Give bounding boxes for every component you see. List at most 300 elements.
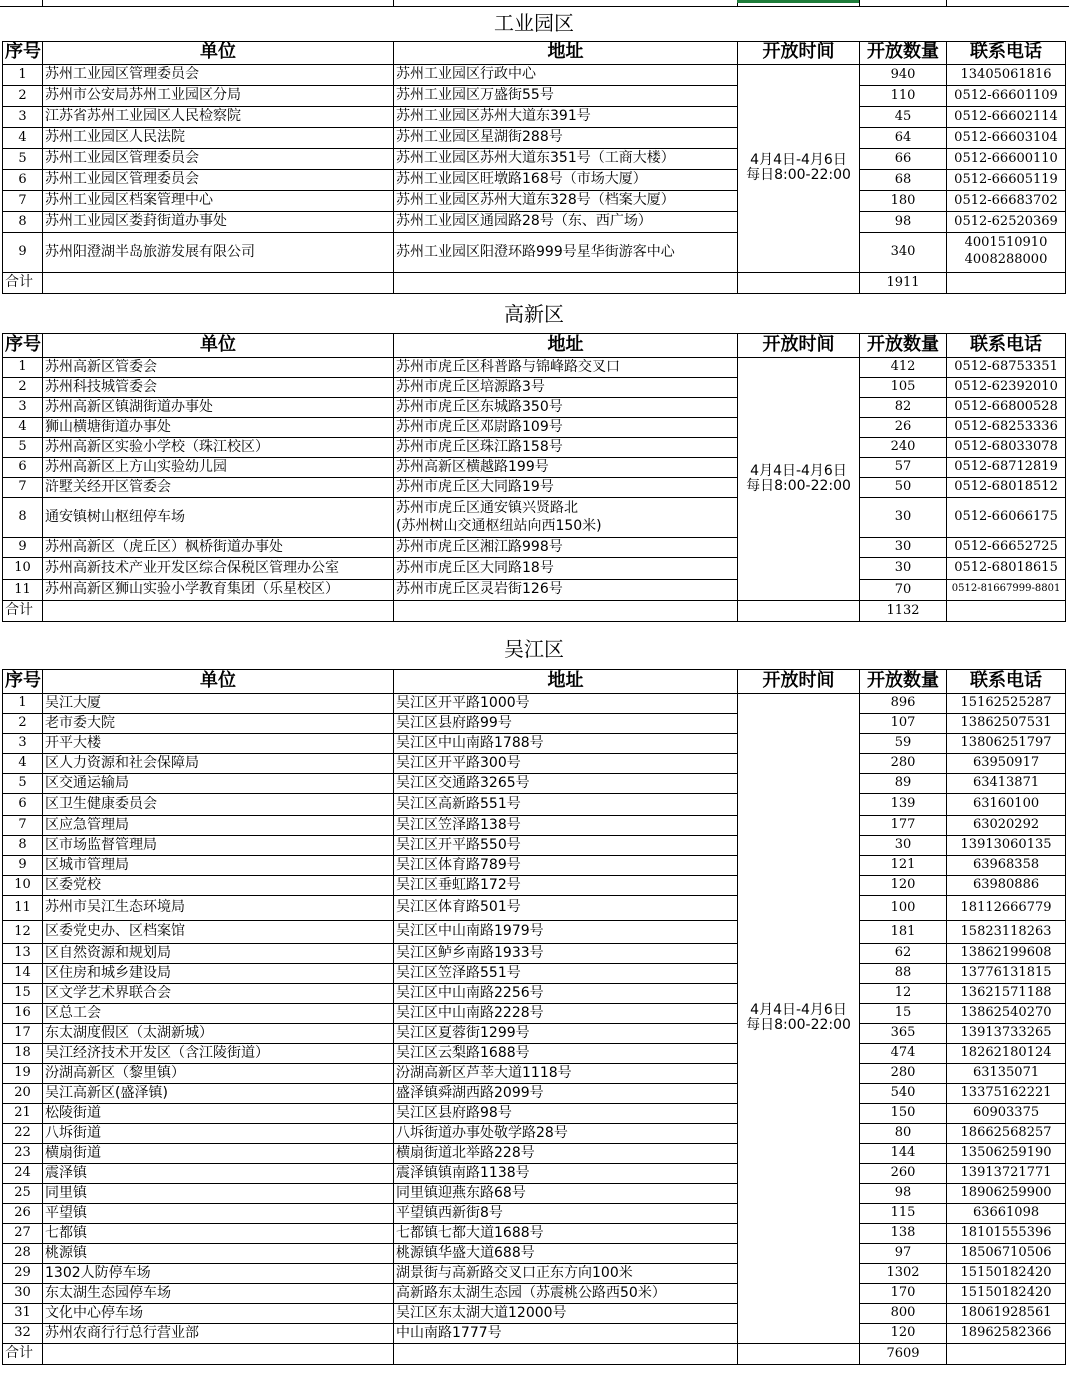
- row-number[interactable]: 2: [3, 713, 43, 733]
- row-number[interactable]: 11: [3, 895, 43, 920]
- empty-cell[interactable]: [947, 600, 1066, 621]
- open-count[interactable]: 62: [860, 943, 947, 963]
- address[interactable]: [394, 1103, 738, 1123]
- unit-name[interactable]: 苏州高新区镇湖街道办事处: [43, 397, 394, 417]
- row-number[interactable]: 18: [3, 1043, 43, 1063]
- address[interactable]: [394, 397, 738, 417]
- unit-name[interactable]: 区城市管理局: [43, 855, 394, 875]
- phone[interactable]: [947, 1183, 1066, 1203]
- row-number[interactable]: 32: [3, 1323, 43, 1343]
- table-row[interactable]: [3, 1223, 1066, 1243]
- address[interactable]: [394, 1003, 738, 1023]
- total-row[interactable]: [3, 1343, 1066, 1364]
- open-count[interactable]: 82: [860, 397, 947, 417]
- unit-name[interactable]: 江苏省苏州工业园区人民检察院: [43, 106, 394, 127]
- address[interactable]: [394, 835, 738, 855]
- total-count[interactable]: 1911: [860, 272, 947, 293]
- open-count[interactable]: 100: [860, 895, 947, 920]
- header-unit[interactable]: 单位: [43, 333, 394, 357]
- address[interactable]: [394, 815, 738, 835]
- address[interactable]: [394, 733, 738, 753]
- empty-cell[interactable]: [947, 272, 1066, 293]
- table-row[interactable]: [3, 1043, 1066, 1063]
- phone[interactable]: [947, 211, 1066, 232]
- phone[interactable]: [947, 148, 1066, 169]
- row-number[interactable]: 7: [3, 477, 43, 497]
- address[interactable]: [394, 457, 738, 477]
- phone[interactable]: [947, 815, 1066, 835]
- address[interactable]: [394, 1203, 738, 1223]
- address[interactable]: [394, 211, 738, 232]
- table-row[interactable]: [3, 895, 1066, 920]
- open-count[interactable]: 170: [860, 1283, 947, 1303]
- row-number[interactable]: 16: [3, 1003, 43, 1023]
- open-count[interactable]: 474: [860, 1043, 947, 1063]
- row-number[interactable]: 15: [3, 983, 43, 1003]
- open-count[interactable]: 98: [860, 211, 947, 232]
- empty-cell[interactable]: [738, 600, 860, 621]
- open-count[interactable]: 12: [860, 983, 947, 1003]
- address[interactable]: [394, 1283, 738, 1303]
- unit-name[interactable]: 区交通运输局: [43, 773, 394, 793]
- open-count[interactable]: 98: [860, 1183, 947, 1203]
- total-row[interactable]: [3, 600, 1066, 621]
- address[interactable]: [394, 983, 738, 1003]
- open-count[interactable]: 896: [860, 693, 947, 713]
- total-row[interactable]: [3, 272, 1066, 293]
- open-count[interactable]: 180: [860, 190, 947, 211]
- phone[interactable]: [947, 1083, 1066, 1103]
- row-number[interactable]: 14: [3, 963, 43, 983]
- row-number[interactable]: 30: [3, 1283, 43, 1303]
- open-count[interactable]: 26: [860, 417, 947, 437]
- phone[interactable]: [947, 875, 1066, 895]
- row-number[interactable]: 13: [3, 943, 43, 963]
- row-number[interactable]: 3: [3, 106, 43, 127]
- empty-cell[interactable]: [738, 1343, 860, 1364]
- open-count[interactable]: 30: [860, 497, 947, 537]
- table-row[interactable]: [3, 1143, 1066, 1163]
- phone[interactable]: [947, 793, 1066, 815]
- open-count[interactable]: 340: [860, 232, 947, 272]
- unit-name[interactable]: 区自然资源和规划局: [43, 943, 394, 963]
- table-row[interactable]: [3, 1103, 1066, 1123]
- header-unit[interactable]: 单位: [43, 669, 394, 693]
- address[interactable]: [394, 477, 738, 497]
- row-number[interactable]: 19: [3, 1063, 43, 1083]
- address[interactable]: [394, 497, 738, 537]
- table-row[interactable]: [3, 357, 1066, 377]
- row-number[interactable]: 8: [3, 835, 43, 855]
- empty-cell[interactable]: [947, 1343, 1066, 1364]
- table-row[interactable]: [3, 1123, 1066, 1143]
- row-number[interactable]: 12: [3, 920, 43, 943]
- open-count[interactable]: 800: [860, 1303, 947, 1323]
- empty-cell[interactable]: [394, 600, 738, 621]
- phone[interactable]: [947, 579, 1066, 600]
- row-number[interactable]: 5: [3, 148, 43, 169]
- address[interactable]: [394, 1083, 738, 1103]
- row-number[interactable]: 11: [3, 579, 43, 600]
- empty-cell[interactable]: [43, 1343, 394, 1364]
- unit-name[interactable]: 震泽镇: [43, 1163, 394, 1183]
- table-row[interactable]: [3, 773, 1066, 793]
- row-number[interactable]: 2: [3, 377, 43, 397]
- open-count[interactable]: 540: [860, 1083, 947, 1103]
- row-number[interactable]: 8: [3, 211, 43, 232]
- phone[interactable]: [947, 1203, 1066, 1223]
- row-number[interactable]: 28: [3, 1243, 43, 1263]
- open-count[interactable]: 177: [860, 815, 947, 835]
- row-number[interactable]: 26: [3, 1203, 43, 1223]
- row-number[interactable]: 6: [3, 793, 43, 815]
- row-number[interactable]: 31: [3, 1303, 43, 1323]
- header-unit[interactable]: 单位: [43, 41, 394, 64]
- address[interactable]: [394, 357, 738, 377]
- header-count[interactable]: 开放数量: [860, 333, 947, 357]
- table-row[interactable]: [3, 875, 1066, 895]
- unit-name[interactable]: 区应急管理局: [43, 815, 394, 835]
- open-count[interactable]: 365: [860, 1023, 947, 1043]
- table-row[interactable]: [3, 733, 1066, 753]
- table-row[interactable]: [3, 943, 1066, 963]
- total-count[interactable]: 1132: [860, 600, 947, 621]
- unit-name[interactable]: 区委党校: [43, 875, 394, 895]
- table-row[interactable]: [3, 1023, 1066, 1043]
- address[interactable]: [394, 1063, 738, 1083]
- table-row[interactable]: [3, 1263, 1066, 1283]
- address[interactable]: [394, 127, 738, 148]
- unit-name[interactable]: 平望镇: [43, 1203, 394, 1223]
- empty-cell[interactable]: [43, 600, 394, 621]
- address[interactable]: [394, 437, 738, 457]
- unit-name[interactable]: 区总工会: [43, 1003, 394, 1023]
- phone[interactable]: [947, 693, 1066, 713]
- header-open-time[interactable]: 开放时间: [738, 41, 860, 64]
- header-no[interactable]: 序号: [3, 333, 43, 357]
- row-number[interactable]: 1: [3, 64, 43, 85]
- phone[interactable]: [947, 1063, 1066, 1083]
- header-address[interactable]: 地址: [394, 41, 738, 64]
- address[interactable]: [394, 64, 738, 85]
- table-row[interactable]: [3, 1283, 1066, 1303]
- unit-name[interactable]: 老市委大院: [43, 713, 394, 733]
- open-count[interactable]: 57: [860, 457, 947, 477]
- open-count[interactable]: 240: [860, 437, 947, 457]
- unit-name[interactable]: 桃源镇: [43, 1243, 394, 1263]
- address[interactable]: [394, 875, 738, 895]
- address[interactable]: [394, 920, 738, 943]
- unit-name[interactable]: 苏州高新区管委会: [43, 357, 394, 377]
- address[interactable]: [394, 85, 738, 106]
- unit-name[interactable]: 区卫生健康委员会: [43, 793, 394, 815]
- address[interactable]: [394, 169, 738, 190]
- table-row[interactable]: [3, 148, 1066, 169]
- row-number[interactable]: 7: [3, 190, 43, 211]
- address[interactable]: [394, 417, 738, 437]
- table-row[interactable]: [3, 377, 1066, 397]
- table-row[interactable]: [3, 437, 1066, 457]
- address[interactable]: [394, 1043, 738, 1063]
- row-number[interactable]: 27: [3, 1223, 43, 1243]
- address[interactable]: [394, 1143, 738, 1163]
- row-number[interactable]: 3: [3, 733, 43, 753]
- total-label[interactable]: 合计: [3, 272, 43, 293]
- table-row[interactable]: [3, 417, 1066, 437]
- unit-name[interactable]: 苏州市公安局苏州工业园区分局: [43, 85, 394, 106]
- phone[interactable]: [947, 497, 1066, 537]
- open-count[interactable]: 59: [860, 733, 947, 753]
- open-time[interactable]: [738, 64, 860, 272]
- unit-name[interactable]: 吴江大厦: [43, 693, 394, 713]
- table-row[interactable]: [3, 855, 1066, 875]
- phone[interactable]: [947, 477, 1066, 497]
- header-no[interactable]: 序号: [3, 41, 43, 64]
- unit-name[interactable]: 区文学艺术界联合会: [43, 983, 394, 1003]
- phone[interactable]: [947, 835, 1066, 855]
- address[interactable]: [394, 1183, 738, 1203]
- table-row[interactable]: [3, 557, 1066, 579]
- open-count[interactable]: 30: [860, 835, 947, 855]
- header-count[interactable]: 开放数量: [860, 41, 947, 64]
- header-phone[interactable]: 联系电话: [947, 669, 1066, 693]
- header-open-time[interactable]: 开放时间: [738, 333, 860, 357]
- unit-name[interactable]: 七都镇: [43, 1223, 394, 1243]
- phone[interactable]: [947, 437, 1066, 457]
- unit-name[interactable]: 苏州高新区狮山实验小学教育集团（乐星校区）: [43, 579, 394, 600]
- unit-name[interactable]: 区委党史办、区档案馆: [43, 920, 394, 943]
- address[interactable]: [394, 753, 738, 773]
- phone[interactable]: [947, 1103, 1066, 1123]
- phone[interactable]: [947, 1243, 1066, 1263]
- unit-name[interactable]: 汾湖高新区（黎里镇）: [43, 1063, 394, 1083]
- unit-name[interactable]: 东太湖度假区（太湖新城）: [43, 1023, 394, 1043]
- open-count[interactable]: 412: [860, 357, 947, 377]
- table-row[interactable]: [3, 793, 1066, 815]
- header-address[interactable]: 地址: [394, 333, 738, 357]
- row-number[interactable]: 10: [3, 557, 43, 579]
- phone[interactable]: [947, 357, 1066, 377]
- row-number[interactable]: 29: [3, 1263, 43, 1283]
- open-count[interactable]: 97: [860, 1243, 947, 1263]
- unit-name[interactable]: 通安镇树山枢纽停车场: [43, 497, 394, 537]
- open-count[interactable]: 66: [860, 148, 947, 169]
- open-count[interactable]: 88: [860, 963, 947, 983]
- table-row[interactable]: [3, 457, 1066, 477]
- row-number[interactable]: 4: [3, 127, 43, 148]
- unit-name[interactable]: 苏州工业园区管理委员会: [43, 148, 394, 169]
- table-row[interactable]: [3, 232, 1066, 272]
- table-row[interactable]: [3, 1163, 1066, 1183]
- table-row[interactable]: [3, 169, 1066, 190]
- table-row[interactable]: [3, 693, 1066, 713]
- open-count[interactable]: 120: [860, 1323, 947, 1343]
- unit-name[interactable]: 松陵街道: [43, 1103, 394, 1123]
- address[interactable]: [394, 106, 738, 127]
- unit-name[interactable]: 苏州工业园区档案管理中心: [43, 190, 394, 211]
- address[interactable]: [394, 1223, 738, 1243]
- open-count[interactable]: 150: [860, 1103, 947, 1123]
- row-number[interactable]: 1: [3, 357, 43, 377]
- open-time[interactable]: [738, 693, 860, 1343]
- phone[interactable]: [947, 920, 1066, 943]
- row-number[interactable]: 17: [3, 1023, 43, 1043]
- table-row[interactable]: [3, 1323, 1066, 1343]
- phone[interactable]: [947, 85, 1066, 106]
- total-count[interactable]: 7609: [860, 1343, 947, 1364]
- unit-name[interactable]: 八坼街道: [43, 1123, 394, 1143]
- phone[interactable]: [947, 1123, 1066, 1143]
- table-row[interactable]: [3, 1303, 1066, 1323]
- unit-name[interactable]: 苏州阳澄湖半岛旅游发展有限公司: [43, 232, 394, 272]
- phone[interactable]: [947, 190, 1066, 211]
- unit-name[interactable]: 苏州工业园区人民法院: [43, 127, 394, 148]
- open-time[interactable]: [738, 357, 860, 600]
- phone[interactable]: [947, 1263, 1066, 1283]
- phone[interactable]: [947, 557, 1066, 579]
- open-count[interactable]: 80: [860, 1123, 947, 1143]
- table-row[interactable]: [3, 537, 1066, 557]
- phone[interactable]: [947, 855, 1066, 875]
- empty-cell[interactable]: [394, 272, 738, 293]
- unit-name[interactable]: 东太湖生态园停车场: [43, 1283, 394, 1303]
- unit-name[interactable]: 文化中心停车场: [43, 1303, 394, 1323]
- phone[interactable]: [947, 1143, 1066, 1163]
- open-count[interactable]: 139: [860, 793, 947, 815]
- open-count[interactable]: 45: [860, 106, 947, 127]
- header-open-time[interactable]: 开放时间: [738, 669, 860, 693]
- table-row[interactable]: [3, 64, 1066, 85]
- table-row[interactable]: [3, 753, 1066, 773]
- open-count[interactable]: 15: [860, 1003, 947, 1023]
- row-number[interactable]: 10: [3, 875, 43, 895]
- header-phone[interactable]: 联系电话: [947, 333, 1066, 357]
- table-row[interactable]: [3, 106, 1066, 127]
- unit-name[interactable]: 区住房和城乡建设局: [43, 963, 394, 983]
- open-count[interactable]: 280: [860, 1063, 947, 1083]
- open-count[interactable]: 30: [860, 537, 947, 557]
- address[interactable]: [394, 557, 738, 579]
- open-count[interactable]: 181: [860, 920, 947, 943]
- address[interactable]: [394, 190, 738, 211]
- row-number[interactable]: 7: [3, 815, 43, 835]
- phone[interactable]: [947, 397, 1066, 417]
- unit-name[interactable]: 苏州高新技术产业开发区综合保税区管理办公室: [43, 557, 394, 579]
- header-address[interactable]: 地址: [394, 669, 738, 693]
- phone[interactable]: [947, 1023, 1066, 1043]
- table-row[interactable]: [3, 1183, 1066, 1203]
- address[interactable]: [394, 377, 738, 397]
- address[interactable]: [394, 773, 738, 793]
- row-number[interactable]: 22: [3, 1123, 43, 1143]
- table-row[interactable]: [3, 211, 1066, 232]
- empty-cell[interactable]: [394, 1343, 738, 1364]
- phone[interactable]: [947, 943, 1066, 963]
- phone[interactable]: [947, 169, 1066, 190]
- address[interactable]: [394, 579, 738, 600]
- table-row[interactable]: [3, 920, 1066, 943]
- table-row[interactable]: [3, 1003, 1066, 1023]
- phone[interactable]: [947, 537, 1066, 557]
- unit-name[interactable]: 区市场监督管理局: [43, 835, 394, 855]
- address[interactable]: [394, 895, 738, 920]
- phone[interactable]: [947, 713, 1066, 733]
- unit-name[interactable]: 苏州高新区（虎丘区）枫桥街道办事处: [43, 537, 394, 557]
- open-count[interactable]: 105: [860, 377, 947, 397]
- table-row[interactable]: [3, 713, 1066, 733]
- unit-name[interactable]: 苏州工业园区管理委员会: [43, 64, 394, 85]
- open-count[interactable]: 68: [860, 169, 947, 190]
- row-number[interactable]: 23: [3, 1143, 43, 1163]
- row-number[interactable]: 9: [3, 855, 43, 875]
- row-number[interactable]: 4: [3, 417, 43, 437]
- address[interactable]: [394, 1023, 738, 1043]
- open-count[interactable]: 940: [860, 64, 947, 85]
- header-phone[interactable]: 联系电话: [947, 41, 1066, 64]
- table-row[interactable]: [3, 1203, 1066, 1223]
- row-number[interactable]: 3: [3, 397, 43, 417]
- address[interactable]: [394, 148, 738, 169]
- unit-name[interactable]: 横扇街道: [43, 1143, 394, 1163]
- header-count[interactable]: 开放数量: [860, 669, 947, 693]
- table-row[interactable]: [3, 397, 1066, 417]
- address[interactable]: [394, 232, 738, 272]
- open-count[interactable]: 110: [860, 85, 947, 106]
- open-count[interactable]: 30: [860, 557, 947, 579]
- phone[interactable]: [947, 1043, 1066, 1063]
- address[interactable]: [394, 693, 738, 713]
- unit-name[interactable]: 浒墅关经开区管委会: [43, 477, 394, 497]
- phone[interactable]: [947, 1163, 1066, 1183]
- row-number[interactable]: 5: [3, 773, 43, 793]
- phone[interactable]: [947, 753, 1066, 773]
- phone[interactable]: [947, 417, 1066, 437]
- phone[interactable]: [947, 773, 1066, 793]
- address[interactable]: [394, 793, 738, 815]
- open-count[interactable]: 115: [860, 1203, 947, 1223]
- phone[interactable]: [947, 983, 1066, 1003]
- table-row[interactable]: [3, 983, 1066, 1003]
- address[interactable]: [394, 537, 738, 557]
- phone[interactable]: [947, 377, 1066, 397]
- table-row[interactable]: [3, 1083, 1066, 1103]
- table-row[interactable]: [3, 127, 1066, 148]
- unit-name[interactable]: 苏州工业园区管理委员会: [43, 169, 394, 190]
- phone[interactable]: [947, 1303, 1066, 1323]
- empty-cell[interactable]: [738, 272, 860, 293]
- empty-cell[interactable]: [43, 272, 394, 293]
- unit-name[interactable]: 苏州市吴江生态环境局: [43, 895, 394, 920]
- address[interactable]: [394, 1303, 738, 1323]
- address[interactable]: [394, 1163, 738, 1183]
- address[interactable]: [394, 943, 738, 963]
- table-row[interactable]: [3, 477, 1066, 497]
- unit-name[interactable]: 苏州工业园区娄葑街道办事处: [43, 211, 394, 232]
- row-number[interactable]: 4: [3, 753, 43, 773]
- unit-name[interactable]: 开平大楼: [43, 733, 394, 753]
- open-count[interactable]: 50: [860, 477, 947, 497]
- total-label[interactable]: 合计: [3, 1343, 43, 1364]
- table-row[interactable]: [3, 85, 1066, 106]
- phone[interactable]: [947, 963, 1066, 983]
- row-number[interactable]: 5: [3, 437, 43, 457]
- address[interactable]: [394, 1243, 738, 1263]
- table-row[interactable]: [3, 963, 1066, 983]
- table-row[interactable]: [3, 190, 1066, 211]
- phone[interactable]: [947, 1283, 1066, 1303]
- address[interactable]: [394, 963, 738, 983]
- phone[interactable]: [947, 232, 1066, 272]
